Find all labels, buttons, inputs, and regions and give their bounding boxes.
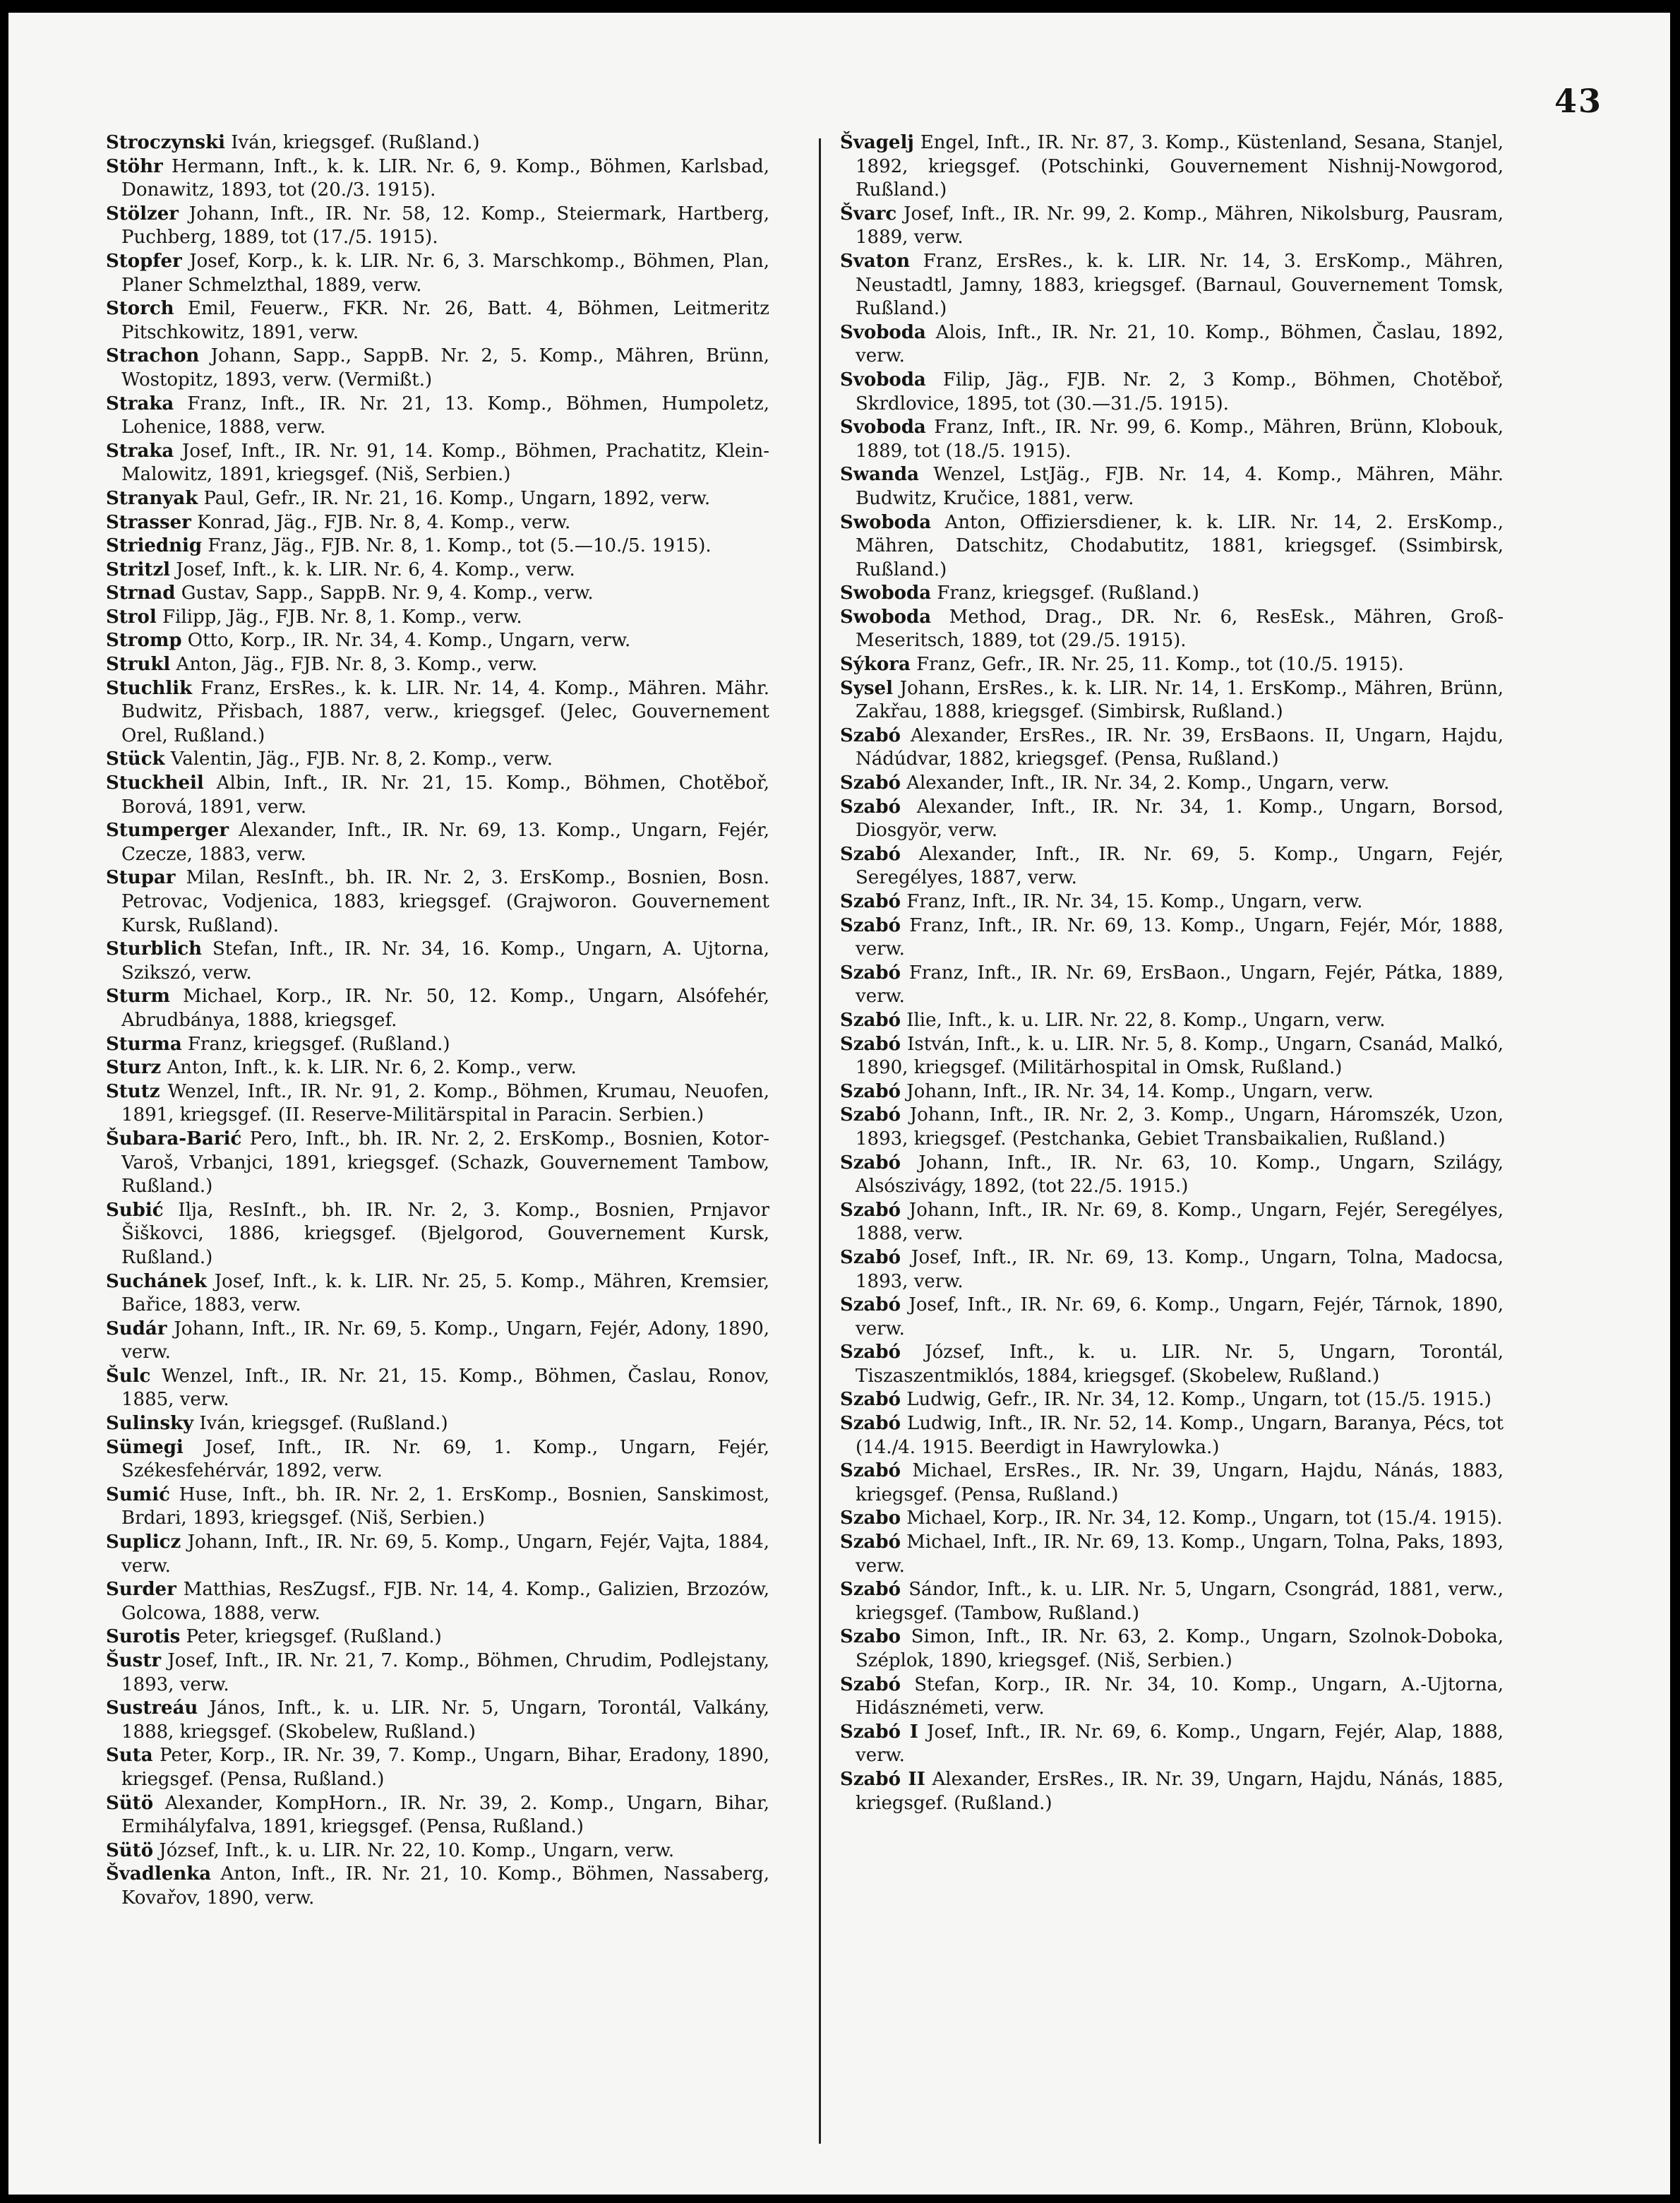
- list-item: [106, 1412, 769, 1436]
- list-item: [840, 582, 1504, 606]
- entry-surname: Suta: [106, 1745, 153, 1767]
- entry-surname: Szabó: [840, 1294, 901, 1316]
- list-item: [106, 1199, 769, 1270]
- entry-surname: Swanda: [840, 464, 919, 486]
- entry-surname: Szabó: [840, 1246, 901, 1268]
- entry-details: Ludwig, Inft., IR. Nr. 52, 14. Komp., Ungarn, Baranya, Pécs, tot (14./4. 1915. Beerdigt in Hawrylowka.): [856, 1413, 1504, 1458]
- entry-details: Franz, Inft., IR. Nr. 69, ErsBaon., Ungarn, Fejér, Pátka, 1889, verw.: [856, 962, 1504, 1008]
- list-item: [106, 1744, 769, 1791]
- entry-details: Franz, Gefr., IR. Nr. 25, 11. Komp., tot (10./5. 1915).: [916, 654, 1404, 676]
- list-item: [106, 203, 769, 250]
- entry-details: József, Inft., k. u. LIR. Nr. 5, Ungarn, Torontál, Tiszaszentmiklós, 1884, kriegsgef. (Skobelew, Rußland.): [856, 1342, 1504, 1387]
- list-item: [840, 677, 1504, 724]
- entry-details: Huse, Inft., bh. IR. Nr. 2, 1. ErsKomp., Bosnien, Sanskimost, Brdari, 1893, kriegsgef. (Niš, Serbien.): [121, 1483, 769, 1529]
- list-item: [840, 463, 1504, 511]
- entry-surname: Stöhr: [106, 155, 163, 177]
- entry-details: Konrad, Jäg., FJB. Nr. 8, 4. Komp., verw.: [197, 511, 571, 533]
- entry-details: Matthias, ResZugsf., FJB. Nr. 14, 4. Komp., Galizien, Brzozów, Golcowa, 1888, verw.: [121, 1579, 770, 1624]
- entry-surname: Šulc: [106, 1365, 151, 1387]
- entry-details: Iván, kriegsgef. (Rußland.): [199, 1413, 448, 1435]
- entry-surname: Striednig: [106, 535, 203, 557]
- list-item: [840, 1294, 1504, 1341]
- list-item: [106, 131, 769, 155]
- entry-surname: Sturz: [106, 1057, 162, 1079]
- entry-details: Franz, Inft., IR. Nr. 99, 6. Komp., Mähren, Brünn, Klobouk, 1889, tot (18./5. 1915).: [856, 417, 1504, 462]
- list-item: [840, 1246, 1504, 1294]
- entry-details: Simon, Inft., IR. Nr. 63, 2. Komp., Ungarn, Szolnok-Doboka, Széplok, 1890, kriegsgef. (Niš, Serbien.): [856, 1626, 1504, 1671]
- list-item: [106, 1270, 769, 1318]
- entry-surname: Stopfer: [106, 250, 182, 272]
- list-item: [840, 1721, 1504, 1768]
- document-page: [8, 13, 1670, 2195]
- list-item: [106, 440, 769, 487]
- entry-surname: Sturblich: [106, 938, 203, 960]
- entry-surname: Szabó I: [840, 1721, 918, 1743]
- entry-details: Pero, Inft., bh. IR. Nr. 2, 2. ErsKomp., Bosnien, Kotor-Varoš, Vrbanjci, 1891, kriegsgef. (Schazk, Gouvernement Tambow, Rußland.): [121, 1128, 770, 1198]
- entry-surname: Szabó: [840, 772, 901, 794]
- entry-details: Ilja, ResInft., bh. IR. Nr. 2, 3. Komp., Bosnien, Prnjavor Šiškovci, 1886, kriegsgef. (Bjelgorod, Gouvernement Kursk, Rußland.): [121, 1199, 770, 1268]
- list-item: [106, 629, 769, 653]
- entry-details: Stefan, Korp., IR. Nr. 34, 10. Komp., Ungarn, A.-Ujtorna, Hidásznémeti, verw.: [856, 1673, 1504, 1719]
- list-item: [106, 677, 769, 748]
- entry-surname: Stück: [106, 748, 165, 770]
- entry-surname: Szabó II: [840, 1768, 925, 1790]
- entry-details: Josef, Inft., IR. Nr. 69, 13. Komp., Ungarn, Tolna, Madocsa, 1893, verw.: [856, 1246, 1504, 1292]
- entry-surname: Stuchlik: [106, 677, 193, 699]
- entry-surname: Svaton: [840, 250, 910, 272]
- list-item: [840, 962, 1504, 1009]
- entry-surname: Straka: [106, 393, 174, 414]
- list-item: [840, 1341, 1504, 1388]
- entry-surname: Stranyak: [106, 487, 198, 509]
- list-item: [840, 843, 1504, 890]
- entry-details: Josef, Inft., IR. Nr. 21, 7. Komp., Böhmen, Chrudim, Podlejstany, 1893, verw.: [121, 1650, 770, 1695]
- entry-details: Alexander, Inft., IR. Nr. 69, 13. Komp., Ungarn, Fejér, Czecze, 1883, verw.: [121, 820, 769, 865]
- entry-details: Alexander, ErsRes., IR. Nr. 39, Ungarn, Hajdu, Nánás, 1885, kriegsgef. (Rußland.): [856, 1768, 1504, 1814]
- entry-details: Franz, ErsRes., k. k. LIR. Nr. 14, 3. ErsKomp., Mähren, Neustadtl, Jamny, 1883, kriegsgef. (Barnaul, Gouvernement Tomsk, Rußland.): [856, 250, 1504, 320]
- entry-details: Franz, kriegsgef. (Rußland.): [188, 1033, 450, 1055]
- entry-surname: Švarc: [840, 203, 897, 225]
- entry-details: István, Inft., k. u. LIR. Nr. 5, 8. Komp., Ungarn, Csanád, Malkó, 1890, kriegsgef. (Militärhospital in Omsk, Rußland.): [856, 1033, 1504, 1079]
- entry-surname: Suplicz: [106, 1532, 181, 1553]
- list-item: [840, 369, 1504, 416]
- entry-surname: Szabó: [840, 1152, 901, 1174]
- entry-details: Engel, Inft., IR. Nr. 87, 3. Komp., Küstenland, Sesana, Stanjel, 1892, kriegsgef. (Potschinki, Gouvernement Nishnij-Nowgorod, Rußland.): [856, 132, 1504, 201]
- list-item: [106, 1578, 769, 1625]
- entry-surname: Subić: [106, 1199, 164, 1221]
- entry-surname: Szabó: [840, 962, 901, 984]
- entry-details: Josef, Inft., IR. Nr. 69, 1. Komp., Ungarn, Fejér, Székesfehérvár, 1892, verw.: [121, 1436, 770, 1482]
- list-item: [840, 1412, 1504, 1459]
- list-item: [840, 1625, 1504, 1673]
- entry-surname: Szabo: [840, 1508, 901, 1529]
- list-item: [840, 772, 1504, 796]
- entry-surname: Šubara-Barić: [106, 1128, 242, 1150]
- list-item: [106, 819, 769, 866]
- entry-details: Valentin, Jäg., FJB. Nr. 8, 2. Komp., verw.: [170, 748, 553, 770]
- entry-details: Johann, Inft., IR. Nr. 69, 8. Komp., Ungarn, Fejér, Seregélyes, 1888, verw.: [856, 1199, 1504, 1245]
- entry-details: Josef, Inft., k. k. LIR. Nr. 6, 4. Komp., verw.: [176, 559, 575, 580]
- entry-details: Franz, Inft., IR. Nr. 69, 13. Komp., Ungarn, Fejér, Mór, 1888, verw.: [856, 914, 1504, 960]
- list-item: [840, 131, 1504, 203]
- list-item: [106, 345, 769, 392]
- list-item: [106, 1436, 769, 1483]
- entry-surname: Stölzer: [106, 203, 179, 225]
- left-column: [106, 131, 769, 1911]
- entry-details: Michael, Inft., IR. Nr. 69, 13. Komp., Ungarn, Tolna, Paks, 1893, verw.: [856, 1532, 1504, 1577]
- entry-details: Emil, Feuerw., FKR. Nr. 26, Batt. 4, Böhmen, Leitmeritz Pitschkowitz, 1891, verw.: [121, 298, 769, 343]
- entry-surname: Szabó: [840, 1033, 901, 1055]
- entry-details: Johann, Inft., IR. Nr. 69, 5. Komp., Ungarn, Fejér, Vajta, 1884, verw.: [121, 1532, 770, 1577]
- list-item: [106, 1056, 769, 1080]
- entry-details: Josef, Inft., IR. Nr. 91, 14. Komp., Böhmen, Prachatitz, Klein-Malowitz, 1891, kriegsgef. (Niš, Serbien.): [121, 440, 769, 486]
- entry-surname: Stutz: [106, 1080, 160, 1102]
- entry-details: Method, Drag., DR. Nr. 6, ResEsk., Mähren, Groß-Meseritsch, 1889, tot (29./5. 1915).: [856, 606, 1504, 652]
- entry-details: Alexander, ErsRes., IR. Nr. 39, ErsBaons. II, Ungarn, Hajdu, Nádúdvar, 1882, kriegsgef. (Pensa, Rußland.): [856, 724, 1504, 770]
- entry-surname: Strasser: [106, 511, 191, 533]
- entry-details: Wenzel, Inft., IR. Nr. 21, 15. Komp., Böhmen, Časlau, Ronov, 1885, verw.: [121, 1365, 769, 1411]
- entry-surname: Sysel: [840, 677, 893, 699]
- entry-surname: Sturm: [106, 986, 170, 1008]
- list-item: [106, 772, 769, 819]
- entry-details: Johann, Inft., IR. Nr. 69, 5. Komp., Ungarn, Fejér, Adony, 1890, verw.: [121, 1318, 770, 1363]
- list-item: [106, 985, 769, 1032]
- entry-surname: Sütö: [106, 1839, 154, 1861]
- list-item: [106, 1080, 769, 1128]
- entry-details: Franz, Inft., IR. Nr. 34, 15. Komp., Ungarn, verw.: [906, 891, 1363, 912]
- list-item: [106, 1365, 769, 1412]
- list-item: [106, 1863, 769, 1910]
- entry-details: Milan, ResInft., bh. IR. Nr. 2, 3. ErsKomp., Bosnien, Bosn. Petrovac, Vodjenica, 1883, kriegsgef. (Grajworon. Gouvernement Kursk, Rußland).: [121, 867, 769, 936]
- entry-surname: Sustreáu: [106, 1697, 198, 1719]
- entry-details: Michael, Korp., IR. Nr. 50, 12. Komp., Ungarn, Alsófehér, Abrudbánya, 1888, kriegsgef.: [121, 986, 770, 1031]
- entry-surname: Szabó: [840, 891, 901, 912]
- entry-surname: Sümegi: [106, 1436, 184, 1458]
- entry-surname: Stromp: [106, 630, 182, 652]
- entry-surname: Szabó: [840, 1389, 901, 1411]
- list-item: [840, 1531, 1504, 1578]
- entry-details: Wenzel, LstJäg., FJB. Nr. 14, 4. Komp., Mähren, Mähr. Budwitz, Kručice, 1881, verw.: [856, 464, 1504, 509]
- entry-details: Josef, Inft., IR. Nr. 69, 6. Komp., Ungarn, Fejér, Tárnok, 1890, verw.: [856, 1294, 1504, 1339]
- entry-surname: Szabó: [840, 1080, 901, 1102]
- entry-details: Filip, Jäg., FJB. Nr. 2, 3 Komp., Böhmen, Chotěboř, Skrdlovice, 1895, tot (30.—31./5. 1915).: [856, 369, 1504, 414]
- entry-surname: Szabó: [840, 1104, 901, 1126]
- list-item: [106, 487, 769, 511]
- list-item: [840, 653, 1504, 677]
- list-item: [106, 1792, 769, 1839]
- entry-surname: Svoboda: [840, 321, 926, 343]
- entry-surname: Šustr: [106, 1650, 162, 1671]
- list-item: [106, 1318, 769, 1365]
- entry-surname: Swoboda: [840, 583, 932, 604]
- entry-surname: Swoboda: [840, 511, 932, 533]
- entry-surname: Suchánek: [106, 1270, 207, 1292]
- entry-surname: Svoboda: [840, 369, 926, 390]
- list-item: [106, 866, 769, 938]
- entry-details: Johann, ErsRes., k. k. LIR. Nr. 14, 1. ErsKomp., Mähren, Brünn, Zakřau, 1888, kriegsgef. (Simbirsk, Rußland.): [856, 677, 1504, 723]
- list-item: [106, 748, 769, 772]
- entry-surname: Szabó: [840, 724, 901, 746]
- list-item: [106, 653, 769, 677]
- entry-details: Otto, Korp., IR. Nr. 34, 4. Komp., Ungarn, verw.: [187, 630, 631, 652]
- list-item: [106, 511, 769, 535]
- list-item: [106, 1649, 769, 1697]
- list-item: [840, 203, 1504, 250]
- list-item: [106, 1531, 769, 1578]
- list-item: [106, 1483, 769, 1531]
- list-item: [840, 321, 1504, 369]
- entry-surname: Sudár: [106, 1318, 167, 1339]
- list-item: [106, 582, 769, 606]
- list-item: [840, 1673, 1504, 1721]
- list-item: [840, 796, 1504, 843]
- entry-details: Franz, Inft., IR. Nr. 21, 13. Komp., Böhmen, Humpoletz, Lohenice, 1888, verw.: [121, 393, 770, 438]
- list-item: [106, 535, 769, 559]
- entry-surname: Szabó: [840, 1579, 901, 1601]
- list-item: [840, 416, 1504, 463]
- entry-surname: Strukl: [106, 654, 171, 676]
- entry-details: Paul, Gefr., IR. Nr. 21, 16. Komp., Ungarn, 1892, verw.: [203, 487, 711, 509]
- entry-details: Johann, Inft., IR. Nr. 63, 10. Komp., Ungarn, Szilágy, Alsószivágy, 1892, (tot 22./5. 1915.): [856, 1152, 1504, 1198]
- entry-details: Josef, Korp., k. k. LIR. Nr. 6, 3. Marschkomp., Böhmen, Plan, Planer Schmelzthal, 1889, verw.: [121, 250, 770, 296]
- list-item: [840, 1009, 1504, 1033]
- page-number: 43: [1554, 82, 1602, 120]
- entry-surname: Storch: [106, 298, 174, 320]
- entry-surname: Szabó: [840, 843, 901, 865]
- entry-surname: Švagelj: [840, 132, 914, 153]
- list-item: [106, 606, 769, 630]
- entry-details: Alexander, Inft., IR. Nr. 34, 1. Komp., Ungarn, Borsod, Diosgyör, verw.: [856, 796, 1504, 842]
- entry-details: Sándor, Inft., k. u. LIR. Nr. 5, Ungarn, Csongrád, 1881, verw., kriegsgef. (Tambow, Rußland.): [856, 1579, 1504, 1624]
- entry-surname: Szabó: [840, 1532, 901, 1553]
- entry-surname: Stritzl: [106, 559, 171, 580]
- list-item: [106, 1839, 769, 1863]
- list-item: [840, 1199, 1504, 1246]
- entry-surname: Sulinsky: [106, 1413, 194, 1435]
- list-item: [106, 1697, 769, 1744]
- list-item: [840, 511, 1504, 583]
- entry-details: Michael, ErsRes., IR. Nr. 39, Ungarn, Hajdu, Nánás, 1883, kriegsgef. (Pensa, Rußland.): [856, 1460, 1504, 1505]
- list-item: [840, 1033, 1504, 1080]
- entry-details: Filipp, Jäg., FJB. Nr. 8, 1. Komp., verw.: [162, 606, 522, 628]
- entry-surname: Straka: [106, 440, 174, 462]
- entry-surname: Szabó: [840, 914, 901, 936]
- entry-details: Alexander, KompHorn., IR. Nr. 39, 2. Komp., Ungarn, Bihar, Ermihályfalva, 1891, kriegsgef. (Pensa, Rußland.): [121, 1792, 770, 1838]
- entry-surname: Szabó: [840, 1460, 901, 1482]
- entry-details: Alexander, Inft., IR. Nr. 34, 2. Komp., Ungarn, verw.: [906, 772, 1390, 794]
- list-item: [840, 1578, 1504, 1625]
- entry-details: Josef, Inft., IR. Nr. 99, 2. Komp., Mähren, Nikolsburg, Pausram, 1889, verw.: [856, 203, 1504, 249]
- entry-surname: Stuckheil: [106, 772, 204, 794]
- list-item: [106, 559, 769, 583]
- entry-surname: Švadlenka: [106, 1863, 212, 1885]
- entry-details: Michael, Korp., IR. Nr. 34, 12. Komp., Ungarn, tot (15./4. 1915).: [906, 1508, 1503, 1529]
- entry-surname: Surder: [106, 1579, 176, 1601]
- entry-surname: Stumperger: [106, 820, 229, 842]
- entry-details: Iván, kriegsgef. (Rußland.): [231, 132, 480, 153]
- list-item: [840, 1388, 1504, 1412]
- entry-details: Johann, Inft., IR. Nr. 34, 14. Komp., Ungarn, verw.: [906, 1080, 1374, 1102]
- entry-details: Josef, Inft., IR. Nr. 69, 6. Komp., Ungarn, Fejér, Alap, 1888, verw.: [856, 1721, 1504, 1767]
- entry-details: Wenzel, Inft., IR. Nr. 91, 2. Komp., Böhmen, Krumau, Neuofen, 1891, kriegsgef. (II. Reserve-Militärspital in Paracin. Serbien.): [121, 1080, 769, 1126]
- list-item: [840, 1152, 1504, 1199]
- entry-details: Anton, Inft., k. k. LIR. Nr. 6, 2. Komp., verw.: [167, 1057, 577, 1079]
- entry-surname: Szabó: [840, 1673, 901, 1695]
- entry-details: Anton, Jäg., FJB. Nr. 8, 3. Komp., verw.: [176, 654, 538, 676]
- entry-details: Alois, Inft., IR. Nr. 21, 10. Komp., Böhmen, Časlau, 1892, verw.: [856, 321, 1504, 367]
- entry-surname: Svoboda: [840, 417, 926, 438]
- entry-details: Franz, ErsRes., k. k. LIR. Nr. 14, 4. Komp., Mähren. Mähr. Budwitz, Přisbach, 1887, verw., kriegsgef. (Jelec, Gouvernement Orel, Rußland.): [121, 677, 769, 746]
- list-item: [106, 1128, 769, 1199]
- entry-details: Ilie, Inft., k. u. LIR. Nr. 22, 8. Komp., Ungarn, verw.: [906, 1009, 1386, 1031]
- entry-details: Johann, Inft., IR. Nr. 58, 12. Komp., Steiermark, Hartberg, Puchberg, 1889, tot (17./5. 1915).: [121, 203, 769, 249]
- entry-details: Gustav, Sapp., SappB. Nr. 9, 4. Komp., verw.: [181, 583, 594, 604]
- list-item: [840, 1507, 1504, 1531]
- entry-surname: Szabó: [840, 1009, 901, 1031]
- entry-surname: Sütö: [106, 1792, 154, 1814]
- entry-details: Johann, Sapp., SappB. Nr. 2, 5. Komp., Mähren, Brünn, Wostopitz, 1893, verw. (Vermißt.): [121, 345, 769, 390]
- entry-surname: Sturma: [106, 1033, 182, 1055]
- entry-surname: Strachon: [106, 345, 200, 367]
- entry-details: Peter, kriegsgef. (Rußland.): [186, 1626, 442, 1648]
- list-item: [840, 606, 1504, 653]
- list-item: [840, 724, 1504, 772]
- entry-surname: Stupar: [106, 867, 176, 889]
- entry-details: Josef, Inft., k. k. LIR. Nr. 25, 5. Komp., Mähren, Kremsier, Bařice, 1883, verw.: [121, 1270, 769, 1316]
- list-item: [106, 297, 769, 345]
- entry-details: Stefan, Inft., IR. Nr. 34, 16. Komp., Ungarn, A. Ujtorna, Szikszó, verw.: [121, 938, 769, 984]
- entry-details: Anton, Offiziersdiener, k. k. LIR. Nr. 14, 2. ErsKomp., Mähren, Datschitz, Chodabutitz, 1881, kriegsgef. (Ssimbirsk, Rußland.): [856, 511, 1504, 580]
- entry-surname: Surotis: [106, 1626, 181, 1648]
- list-item: [840, 1459, 1504, 1507]
- entry-details: Franz, Jäg., FJB. Nr. 8, 1. Komp., tot (5.—10./5. 1915).: [208, 535, 712, 557]
- list-item: [840, 890, 1504, 914]
- list-item: [840, 1080, 1504, 1104]
- column-divider: [819, 138, 821, 2144]
- entry-details: Peter, Korp., IR. Nr. 39, 7. Komp., Ungarn, Bihar, Eradony, 1890, kriegsgef. (Pensa, Rußland.): [121, 1745, 770, 1790]
- list-item: [840, 1104, 1504, 1151]
- entry-details: Hermann, Inft., k. k. LIR. Nr. 6, 9. Komp., Böhmen, Karlsbad, Donawitz, 1893, tot (20./3. 1915).: [121, 155, 770, 201]
- list-item: [106, 1625, 769, 1649]
- entry-details: József, Inft., k. u. LIR. Nr. 22, 10. Komp., Ungarn, verw.: [159, 1839, 675, 1861]
- entry-details: Ludwig, Gefr., IR. Nr. 34, 12. Komp., Ungarn, tot (15./5. 1915.): [906, 1389, 1492, 1411]
- entry-surname: Szabó: [840, 796, 901, 818]
- entry-surname: Sýkora: [840, 654, 911, 676]
- entry-surname: Strol: [106, 606, 157, 628]
- entry-details: Alexander, Inft., IR. Nr. 69, 5. Komp., Ungarn, Fejér, Seregélyes, 1887, verw.: [856, 843, 1504, 889]
- entry-details: Johann, Inft., IR. Nr. 2, 3. Komp., Ungarn, Háromszék, Uzon, 1893, kriegsgef. (Pestchanka, Gebiet Transbaikalien, Rußland.): [856, 1104, 1504, 1150]
- entry-details: János, Inft., k. u. LIR. Nr. 5, Ungarn, Torontál, Valkány, 1888, kriegsgef. (Skobelew, Rußland.): [121, 1697, 770, 1743]
- list-item: [106, 155, 769, 203]
- list-item: [840, 914, 1504, 962]
- list-item: [106, 393, 769, 440]
- entry-surname: Szabó: [840, 1199, 901, 1221]
- list-item: [106, 250, 769, 297]
- list-item: [106, 938, 769, 985]
- list-item: [840, 1768, 1504, 1815]
- entry-details: Franz, kriegsgef. (Rußland.): [937, 583, 1199, 604]
- list-item: [840, 250, 1504, 321]
- entry-surname: Szabó: [840, 1413, 901, 1435]
- entry-surname: Swoboda: [840, 606, 932, 628]
- entry-surname: Szabo: [840, 1626, 901, 1648]
- entry-details: Anton, Inft., IR. Nr. 21, 10. Komp., Böhmen, Nassaberg, Kovařov, 1890, verw.: [121, 1863, 770, 1909]
- entry-surname: Strnad: [106, 583, 176, 604]
- right-column: [840, 131, 1504, 1815]
- entry-surname: Stroczynski: [106, 132, 225, 153]
- entry-surname: Sumić: [106, 1483, 170, 1505]
- list-item: [106, 1033, 769, 1057]
- entry-surname: Szabó: [840, 1342, 901, 1363]
- entry-details: Albin, Inft., IR. Nr. 21, 15. Komp., Böhmen, Chotěboř, Borová, 1891, verw.: [121, 772, 770, 818]
